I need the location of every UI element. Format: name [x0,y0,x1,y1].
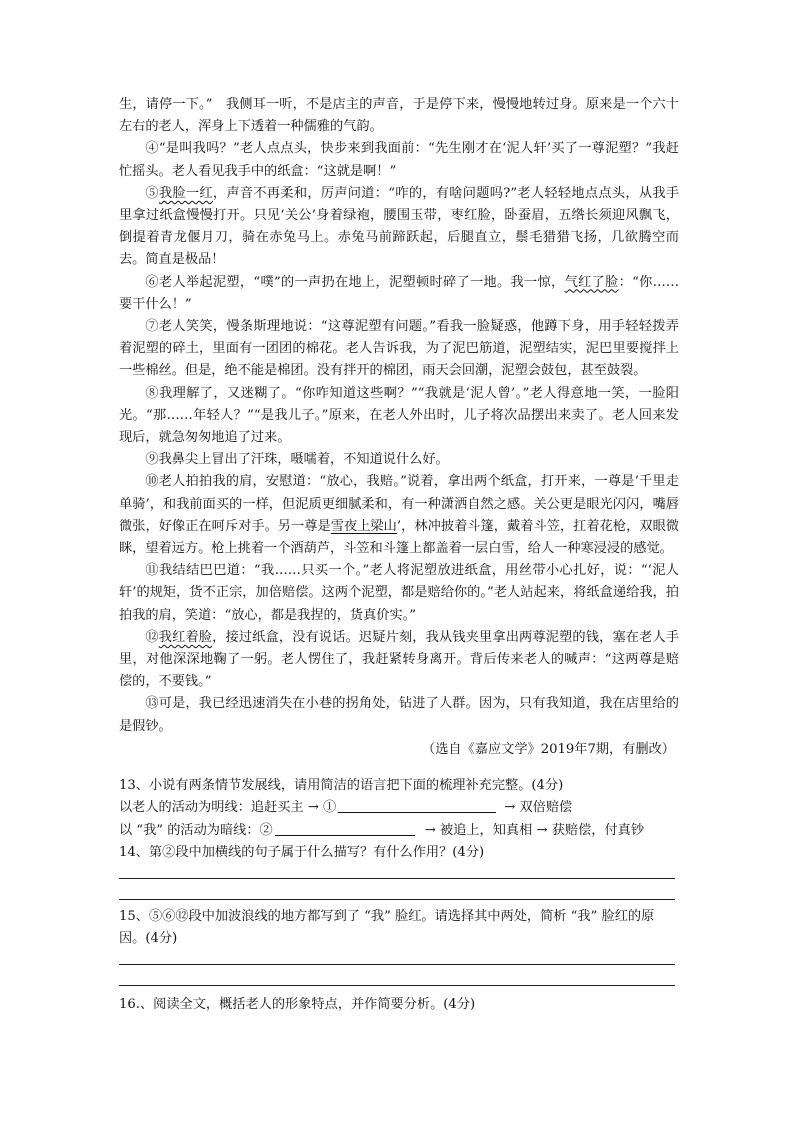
wavy-underlined-text: 气红了脸 [564,274,619,290]
underlined-text: 雪夜上梁山 [330,518,397,534]
paragraph-text: ⑩老人拍拍我的肩，安慰道：“放心，我赔。”说着，拿出两个纸盒，打开来，一尊是‘千里走单骑’，和我前面买的一样，但泥质更细腻柔和，有一种潇洒自然之感。关公更是眼光闪闪，嘴唇微张，好像正在呵斥对手。另一尊是 [119,474,679,534]
paragraph-number: ⑫ [145,629,159,645]
wavy-underlined-text: 我脸一红 [158,185,213,201]
story-paragraph-7: ⑦老人笑笑，慢条斯理地说：“这尊泥塑有问题。”看我一脸疑惑，他蹲下身，用手轻轻拨弄着泥塑的碎土，里面有一团团的棉花。老人告诉我，为了泥巴筋道，泥塑结实，泥巴里要搅拌上一些棉丝。但是，绝不能是棉团。没有拌开的棉团，雨天会回潮，泥塑会鼓包，甚至鼓裂。 [119,319,679,379]
question-15: 15、⑤⑥⑫段中加波浪线的地方都写到了 “我” 脸红。请选择其中两处，简析 “我” 脸红的原因。(4分) [119,908,655,947]
paragraph-text: ，声音不再柔和，厉声问道：“咋的，有啥问题吗?”老人轻轻地点点头，从我手里拿过纸盒慢慢打开。只见‘关公’身着绿袍，腰围玉带，枣红脸，卧蚕眉，五绺长须迎风飘飞，倒提着青龙偃月刀，骑在赤兔马上。赤兔马前蹄跃起，后腿直立，鬃毛猎猎飞扬，几欲腾空而去。简直是极品！ [119,185,680,268]
answer-blank-1[interactable] [338,798,496,813]
story-paragraph-9: ⑨我鼻尖上冒出了汗珠，嗫嚅着，不知道说什么好。 [145,452,449,468]
story-paragraph-13: ⑬可是，我已经迅速消失在小巷的拐角处，钻进了人群。因为，只有我知道，我在店里给的是假钞。 [119,696,679,734]
exam-page [119,94,679,1017]
paragraph-text: ’，林冲披着斗篷，戴着斗笠，扛着花枪，双眼微眯，望着远方。枪上挑着一个酒葫芦，斗笠和斗篷上都盖着一层白雪，给人一种寒浸浸的感觉。 [119,518,679,557]
plot-line-explicit [119,797,679,819]
story-paragraph-5 [119,183,679,272]
plot-line-label: 以 “我” 的活动为暗线：② [119,822,273,838]
answer-blank-2[interactable] [275,821,415,836]
story-paragraph-11: ⑪我结结巴巴道：“我……只买一个。”老人将泥塑放进纸盒，用丝带小心扎好，说：“‘泥人轩’的规矩，货不正宗，加倍赔偿。这两个泥塑，都是赔给你的。”老人站起来，将纸盒递给我，拍拍我的肩，笑道：“放心，都是我捏的，货真价实。” [119,563,679,623]
question-16: 16.、阅读全文，概括老人的形象特点，并作简要分析。(4分) [119,997,476,1013]
question-13: 13、小说有两条情节发展线，请用简洁的语言把下面的梳理补充完整。(4分) [119,778,564,794]
story-paragraph-12 [119,627,679,694]
story-paragraph-10 [119,471,679,560]
plot-line-end: → 被追上，知真相 → 获赔偿，付真钞 [424,822,645,838]
paragraph-text: ⑥老人举起泥塑，“噗”的一声扔在地上，泥塑顿时碎了一地。我一惊， [145,274,565,290]
source-citation: （选自《嘉应文学》2019年7期，有删改） [422,741,675,757]
story-paragraph-4: ④“是叫我吗？”老人点点头，快步来到我面前：“先生刚才在‘泥人轩’买了一尊泥塑？”我赶忙摇头。老人看见我手中的纸盒：“这就是啊！” [119,141,679,179]
paragraph-text: ，接过纸盒，没有说话。迟疑片刻，我从钱夹里拿出两尊泥塑的钱，塞在老人手里，对他深深地鞠了一躬。老人愣住了，我赶紧转身离开。背后传来老人的喊声：“这两尊是赔偿的，不要钱。” [119,629,680,690]
plot-line-end: → 双倍赔偿 [504,800,573,816]
story-paragraph-6 [119,272,679,316]
paragraph-number: ⑤ [145,185,159,201]
story-paragraph-1: 生，请停一下。” 我侧耳一听，不是店主的声音，于是停下来，慢慢地转过身。原来是一个六十左右的老人，浑身上下透着一种儒雅的气韵。 [119,97,679,135]
question-14: 14、第②段中加横线的句子属于什么描写？有什么作用？(4分) [119,844,485,860]
paragraph-text: ：“你……要干什么！” [119,274,680,312]
story-paragraph-8: ⑧我理解了，又迷糊了。“你咋知道这些啊？”“我就是‘泥人曾’。”老人得意地一笑，一脸阳光。“那……年轻人？”“是我儿子。”原来，在老人外出时，儿子将次品摆出来卖了。老人回来发现后，就急匆匆地追了过来。 [119,385,679,446]
wavy-underlined-text: 我红着脸 [158,629,213,645]
plot-line-label: 以老人的活动为明线：追赶买主 → ① [119,800,337,816]
plot-line-implicit [119,820,679,842]
